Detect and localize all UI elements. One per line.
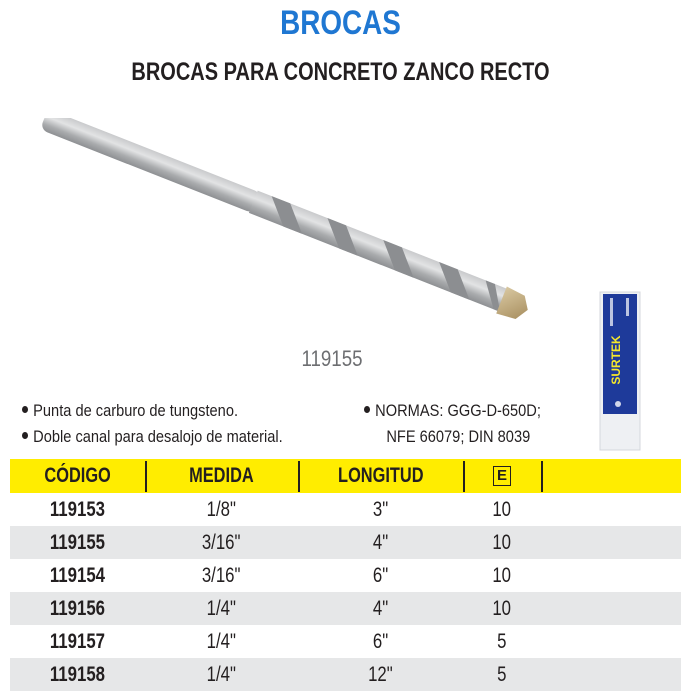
- feature-item: Doble canal para desalojo de material.: [22, 424, 283, 450]
- table-row: [10, 625, 681, 658]
- bullet-icon: [364, 406, 370, 413]
- column-header-empaque: [463, 459, 541, 493]
- cell-medida: 1/4": [206, 597, 237, 620]
- bullet-icon: [22, 406, 28, 413]
- product-table: [10, 459, 681, 691]
- package-brand: SURTEK: [609, 335, 623, 385]
- cell-longitud: 3": [372, 498, 389, 521]
- cell-medida: 1/4": [206, 630, 237, 653]
- cell-empaque: 10: [492, 564, 512, 587]
- package-qty-icon: E: [493, 466, 511, 486]
- cell-empaque: 10: [492, 498, 512, 521]
- cell-longitud: 4": [372, 531, 389, 554]
- cell-longitud: 4": [372, 597, 389, 620]
- cell-empaque: 10: [492, 531, 512, 554]
- cell-empaque: 5: [497, 630, 507, 653]
- cell-codigo: 119153: [49, 498, 106, 521]
- cell-longitud: 6": [372, 630, 389, 653]
- features-list: [22, 398, 325, 450]
- cell-empaque: 10: [492, 597, 512, 620]
- page-title: BROCAS: [280, 4, 401, 42]
- drill-bit-image: [38, 118, 586, 328]
- column-header-longitud: LONGITUD: [337, 464, 424, 487]
- column-divider: [541, 461, 543, 492]
- cell-codigo: 119157: [49, 630, 106, 653]
- cell-medida: 3/16": [202, 564, 241, 587]
- surtek-package-image: [598, 290, 644, 452]
- bullet-icon: [22, 432, 28, 439]
- cell-medida: 3/16": [202, 531, 241, 554]
- cell-codigo: 119155: [49, 531, 106, 554]
- table-row: [10, 592, 681, 625]
- product-image-caption: 119155: [301, 346, 363, 371]
- feature-item: Punta de carburo de tungsteno.: [22, 398, 283, 424]
- table-header: [10, 459, 681, 493]
- cell-codigo: 119158: [49, 663, 106, 686]
- table-row: [10, 493, 681, 526]
- column-header-medida: MEDIDA: [189, 464, 254, 487]
- standards-item: NORMAS: GGG-D-650D;: [364, 398, 541, 424]
- table-row: [10, 559, 681, 592]
- column-header-codigo: CÓDIGO: [44, 464, 111, 487]
- cell-medida: 1/4": [206, 663, 237, 686]
- cell-empaque: 5: [497, 663, 507, 686]
- cell-codigo: 119156: [49, 597, 106, 620]
- cell-codigo: 119154: [49, 564, 106, 587]
- table-row: [10, 526, 681, 559]
- table-row: [10, 658, 681, 691]
- cell-longitud: 12": [368, 663, 393, 686]
- cell-longitud: 6": [372, 564, 389, 587]
- standards-list: [364, 398, 570, 450]
- standards-item: NFE 66079; DIN 8039: [386, 427, 531, 446]
- page-subtitle: BROCAS PARA CONCRETO ZANCO RECTO: [131, 58, 550, 86]
- cell-medida: 1/8": [206, 498, 237, 521]
